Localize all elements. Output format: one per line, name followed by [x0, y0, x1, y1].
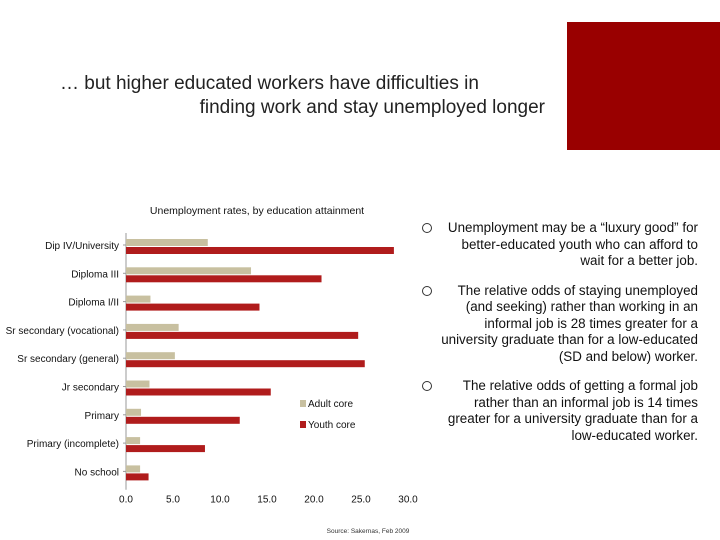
accent-block [567, 22, 720, 150]
bullet-item [422, 378, 698, 444]
category-label: Dip IV/University [45, 241, 119, 252]
legend-swatch [300, 400, 306, 407]
bar-adult-core [126, 267, 251, 274]
x-tick-label: 30.0 [398, 494, 418, 506]
bullet-text: Unemployment may be a “luxury good” for better-educated youth who can afford to wait for a better job. [447, 220, 698, 268]
bar-adult-core [126, 296, 150, 303]
x-tick-label: 0.0 [119, 494, 133, 506]
legend-label: Adult core [308, 399, 354, 410]
category-label: Primary (incomplete) [26, 439, 119, 451]
bullet-item [422, 283, 698, 366]
bar-adult-core [126, 437, 140, 444]
bullet-text: The relative odds of getting a formal job rather than an informal job is 14 times greater for a university graduate than for a low-educated worker. [447, 378, 698, 443]
legend-label: Youth core [308, 420, 356, 431]
bar-adult-core [126, 465, 140, 472]
category-label: Sr secondary (general) [17, 354, 119, 366]
bar-youth-core [126, 304, 259, 311]
category-label: Sr secondary (vocational) [5, 325, 119, 337]
bullet-text: The relative odds of staying unemployed (and seeking) rather than working in an informal job is 28 times greater for a university graduate than for a low-educated (SD and below) worker. [441, 282, 698, 364]
bar-adult-core [126, 352, 175, 359]
bar-youth-core [126, 473, 149, 480]
chart-title: Unemployment rates, by education attainment [149, 205, 365, 217]
bullet-list [422, 220, 698, 457]
x-tick-label: 25.0 [351, 494, 371, 506]
category-label: Diploma III [71, 269, 119, 281]
title-line-2: finding work and stay unemployed longer [199, 97, 545, 118]
category-label: Diploma I/II [68, 297, 119, 309]
x-tick-label: 15.0 [257, 494, 277, 506]
category-label: No school [74, 467, 119, 479]
bar-youth-core [126, 445, 205, 452]
legend-swatch [300, 421, 306, 428]
bullet-circle-icon [422, 381, 432, 391]
chart-source: Source: Sakernas, Feb 2009 [326, 528, 410, 535]
bar-youth-core [126, 332, 358, 339]
bar-youth-core [126, 389, 271, 396]
x-tick-label: 10.0 [210, 494, 230, 506]
x-tick-label: 5.0 [166, 494, 180, 506]
bullet-circle-icon [422, 286, 432, 296]
bar-youth-core [126, 417, 240, 424]
unemployment-bar-chart [0, 195, 440, 540]
category-label: Jr secondary [61, 382, 119, 394]
category-label: Primary [84, 410, 119, 422]
bar-adult-core [126, 381, 150, 388]
bar-youth-core [126, 275, 322, 282]
title-line-1: … but higher educated workers have difficulties in [60, 73, 479, 94]
x-tick-label: 20.0 [304, 494, 324, 506]
bar-adult-core [126, 239, 208, 246]
bar-youth-core [126, 247, 394, 254]
bullet-circle-icon [422, 223, 432, 233]
bar-adult-core [126, 324, 179, 331]
slide-title [40, 72, 545, 120]
bullet-item [422, 220, 698, 270]
bar-adult-core [126, 409, 141, 416]
bar-youth-core [126, 360, 365, 367]
